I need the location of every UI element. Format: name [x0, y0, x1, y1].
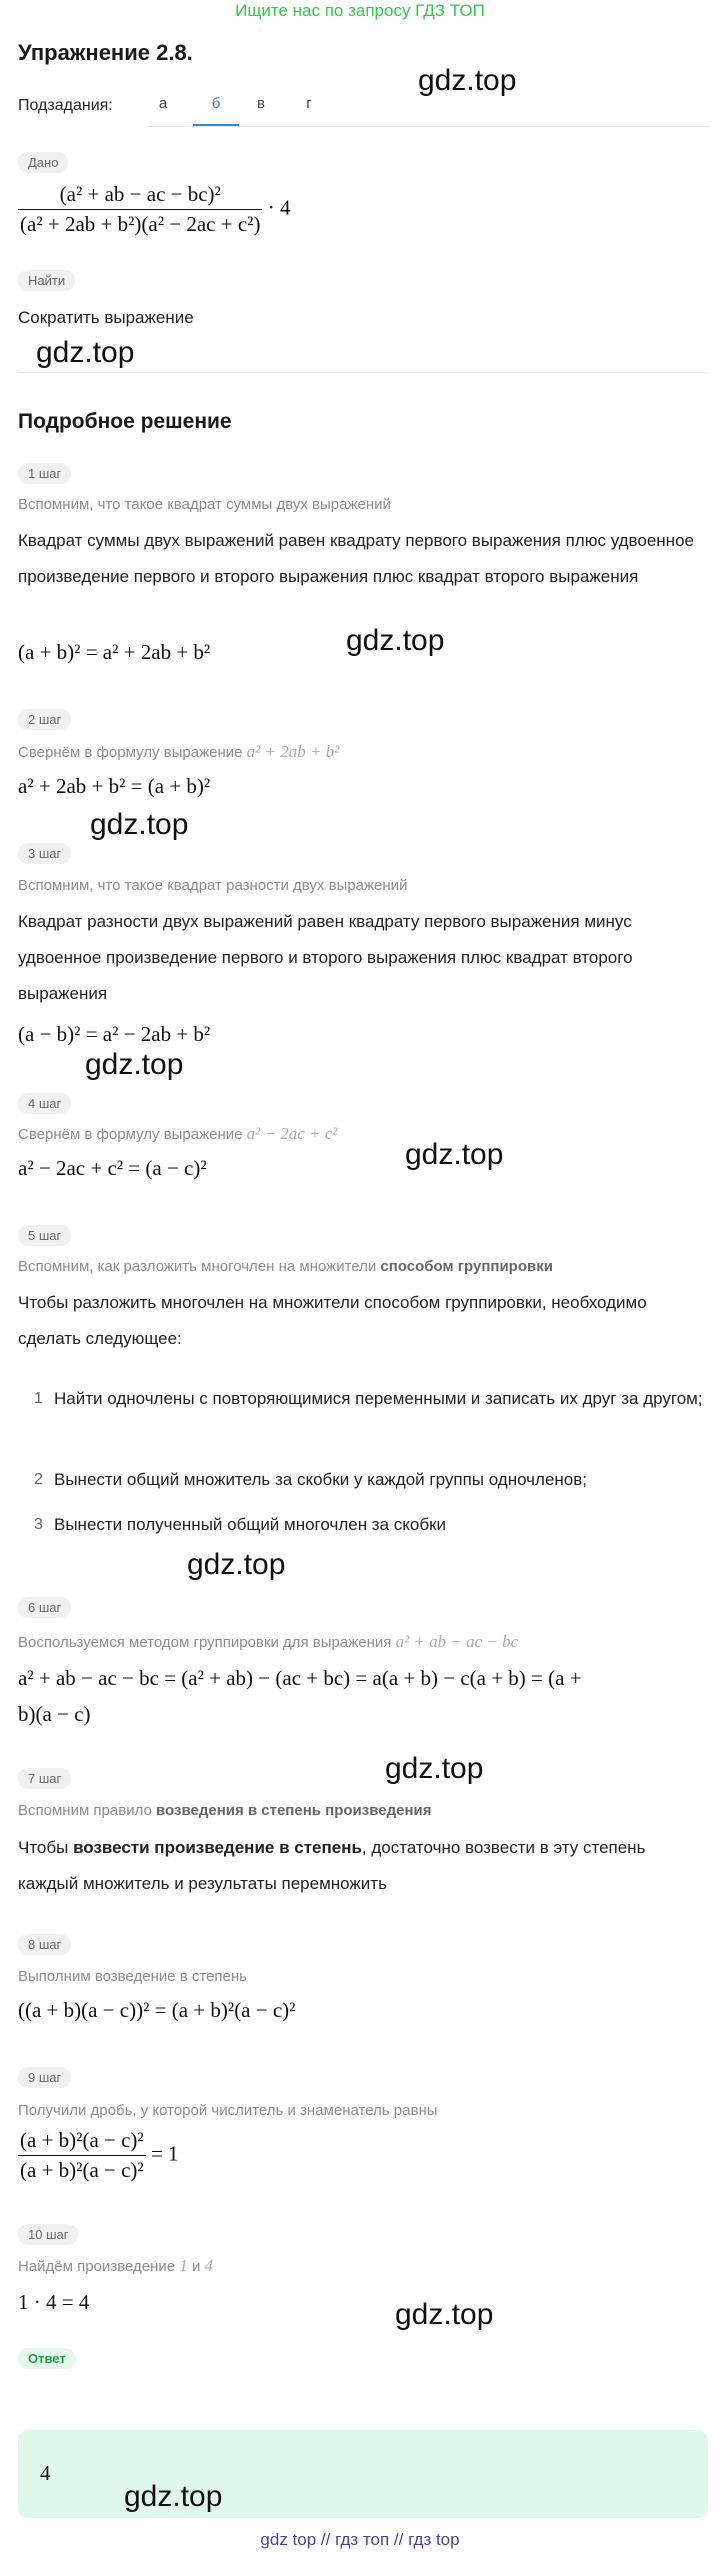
watermark: gdz.top	[385, 1752, 484, 1785]
step-7-pill: 7 шаг	[18, 1768, 71, 1789]
step-2-formula: a² + 2ab + b² = (a + b)²	[18, 774, 211, 798]
step-10-hint	[18, 2256, 213, 2276]
list-item: Вынести полученный общий многочлен за скобки	[54, 1515, 447, 1534]
step-4-pill: 4 шаг	[18, 1093, 71, 1114]
step-5-hint-text: Вспомним, как разложить многочлен на множители	[18, 1258, 377, 1275]
page-title: Упражнение 2.8.	[18, 40, 193, 65]
step-1-pill: 1 шаг	[18, 463, 71, 484]
step-9-numerator: (a + b)²(a − c)²	[18, 2128, 146, 2156]
active-tab-indicator	[193, 124, 239, 126]
watermark: gdz.top	[124, 2480, 223, 2513]
step-7-text-bold: возвести произведение в степень	[73, 1838, 362, 1857]
step-10-hint-and: и	[191, 2258, 201, 2275]
step-4-hint	[18, 1124, 337, 1144]
step-7-text-rest: , достаточно возвести в эту степень каждый множитель и результаты перемножить	[18, 1838, 646, 1893]
step-2-hint-math: a² + 2ab + b²	[246, 742, 340, 761]
subtasks-label: Подзадания:	[18, 97, 113, 114]
step-2-hint-text: Свернём в формулу выражение	[18, 744, 243, 761]
step-5-hint	[18, 1258, 553, 1275]
step-8-formula: ((a + b)(a − c))² = (a + b)²(a − c)²	[18, 1998, 296, 2022]
watermark: gdz.top	[85, 1048, 184, 1081]
watermark: gdz.top	[36, 336, 135, 369]
step-6-hint	[18, 1632, 518, 1652]
step-7-text	[18, 1830, 708, 1902]
step-10-hint-text: Найдём произведение	[18, 2258, 176, 2275]
watermark: gdz.top	[346, 624, 445, 657]
step-3-text: Квадрат разности двух выражений равен квадрату первого выражения минус удвоенное произведение первого и второго выражения плюс квадрат второго выражения	[18, 912, 633, 1003]
divider	[18, 372, 708, 373]
step-5-pill: 5 шаг	[18, 1225, 71, 1246]
given-numerator: (a² + ab − ac − bc)²	[18, 182, 262, 210]
step-10-formula: 1 · 4 = 4	[18, 2290, 90, 2314]
step-1-formula: (a + b)² = a² + 2ab + b²	[18, 640, 211, 664]
step-6-hint-text: Воспользуемся методом группировки для выражения	[18, 1634, 392, 1651]
step-6-formula-cont: b)(a − c)	[18, 1702, 91, 1726]
step-7-hint-bold: возведения в степень произведения	[156, 1802, 432, 1819]
step-10-pill: 10 шаг	[18, 2224, 78, 2245]
tabs-divider	[148, 126, 710, 127]
step-9-hint: Получили дробь, у которой числитель и знаменатель равны	[18, 2102, 438, 2119]
watermark: gdz.top	[90, 808, 189, 841]
step-6-hint-math: a² + ab − ac − bc	[395, 1632, 519, 1651]
step-4-hint-text: Свернём в формулу выражение	[18, 1126, 243, 1143]
step-7-hint	[18, 1802, 432, 1819]
list-item-number: 3	[34, 1516, 43, 1533]
step-4-hint-math: a² − 2ac + c²	[246, 1124, 338, 1143]
given-denominator: (a² + 2ab + b²)(a² − 2ac + c²)	[20, 212, 261, 236]
list-item-number: 1	[34, 1390, 43, 1407]
watermark: gdz.top	[395, 2298, 494, 2331]
answer-value: 4	[40, 2461, 51, 2485]
tab-b[interactable]: б	[211, 95, 221, 112]
step-3-formula: (a − b)² = a² − 2ab + b²	[18, 1022, 211, 1046]
footer-links[interactable]: gdz top // гдз топ // гдз top	[260, 2530, 460, 2549]
find-text: Сократить выражение	[18, 308, 194, 327]
tab-g[interactable]: г	[306, 95, 312, 112]
step-9-result: = 1	[150, 2141, 179, 2166]
step-10-hint-math-2: 4	[204, 2256, 214, 2275]
step-2-pill: 2 шаг	[18, 709, 71, 730]
given-multiplier: · 4	[267, 195, 291, 220]
step-1-hint: Вспомним, что такое квадрат суммы двух выражений	[18, 496, 391, 513]
given-expression	[18, 182, 290, 237]
tab-v[interactable]: в	[257, 95, 265, 112]
given-fraction	[18, 182, 262, 237]
step-9-denominator: (a + b)²(a − c)²	[20, 2158, 144, 2182]
step-9-pill: 9 шаг	[18, 2067, 71, 2088]
step-7-text-prefix: Чтобы	[18, 1838, 74, 1857]
list-item-number: 2	[34, 1471, 43, 1488]
step-4-formula: a² − 2ac + c² = (a − c)²	[18, 1156, 207, 1180]
watermark: gdz.top	[187, 1548, 286, 1581]
answer-box	[18, 2430, 708, 2518]
step-8-hint: Выполним возведение в степень	[18, 1968, 247, 1985]
list-item: Вынести общий множитель за скобки у каждой группы одночленов;	[54, 1470, 588, 1489]
step-8-pill: 8 шаг	[18, 1934, 71, 1955]
step-2-hint	[18, 742, 339, 762]
step-5-hint-bold: способом группировки	[380, 1258, 553, 1275]
find-pill: Найти	[18, 270, 75, 291]
step-1-text: Квадрат суммы двух выражений равен квадрату первого выражения плюс удвоенное произведение первого и второго выражения плюс квадрат второго выражения	[18, 531, 694, 586]
step-3-hint: Вспомним, что такое квадрат разности двух выражений	[18, 877, 408, 894]
step-9-fraction	[18, 2128, 146, 2183]
promo-banner[interactable]: Ищите нас по запросу ГДЗ ТОП	[235, 1, 485, 20]
step-5-text: Чтобы разложить многочлен на множители способом группировки, необходимо сделать следующее:	[18, 1293, 647, 1348]
solution-title: Подробное решение	[18, 410, 232, 433]
step-3-pill: 3 шаг	[18, 843, 71, 864]
step-10-hint-math-1: 1	[179, 2256, 188, 2275]
tab-a[interactable]: а	[158, 95, 168, 112]
given-pill: Дано	[18, 152, 68, 173]
step-9-formula	[18, 2128, 179, 2183]
watermark: gdz.top	[418, 64, 517, 97]
list-item: Найти одночлены с повторяющимися переменными и записать их друг за другом;	[54, 1389, 703, 1408]
answer-pill: Ответ	[18, 2348, 76, 2369]
step-7-hint-text: Вспомним правило	[18, 1802, 152, 1819]
step-6-formula: a² + ab − ac − bc = (a² + ab) − (ac + bc) = a(a + b) − c(a + b) = (a +	[18, 1666, 582, 1690]
watermark: gdz.top	[405, 1138, 504, 1171]
step-6-pill: 6 шаг	[18, 1597, 71, 1618]
